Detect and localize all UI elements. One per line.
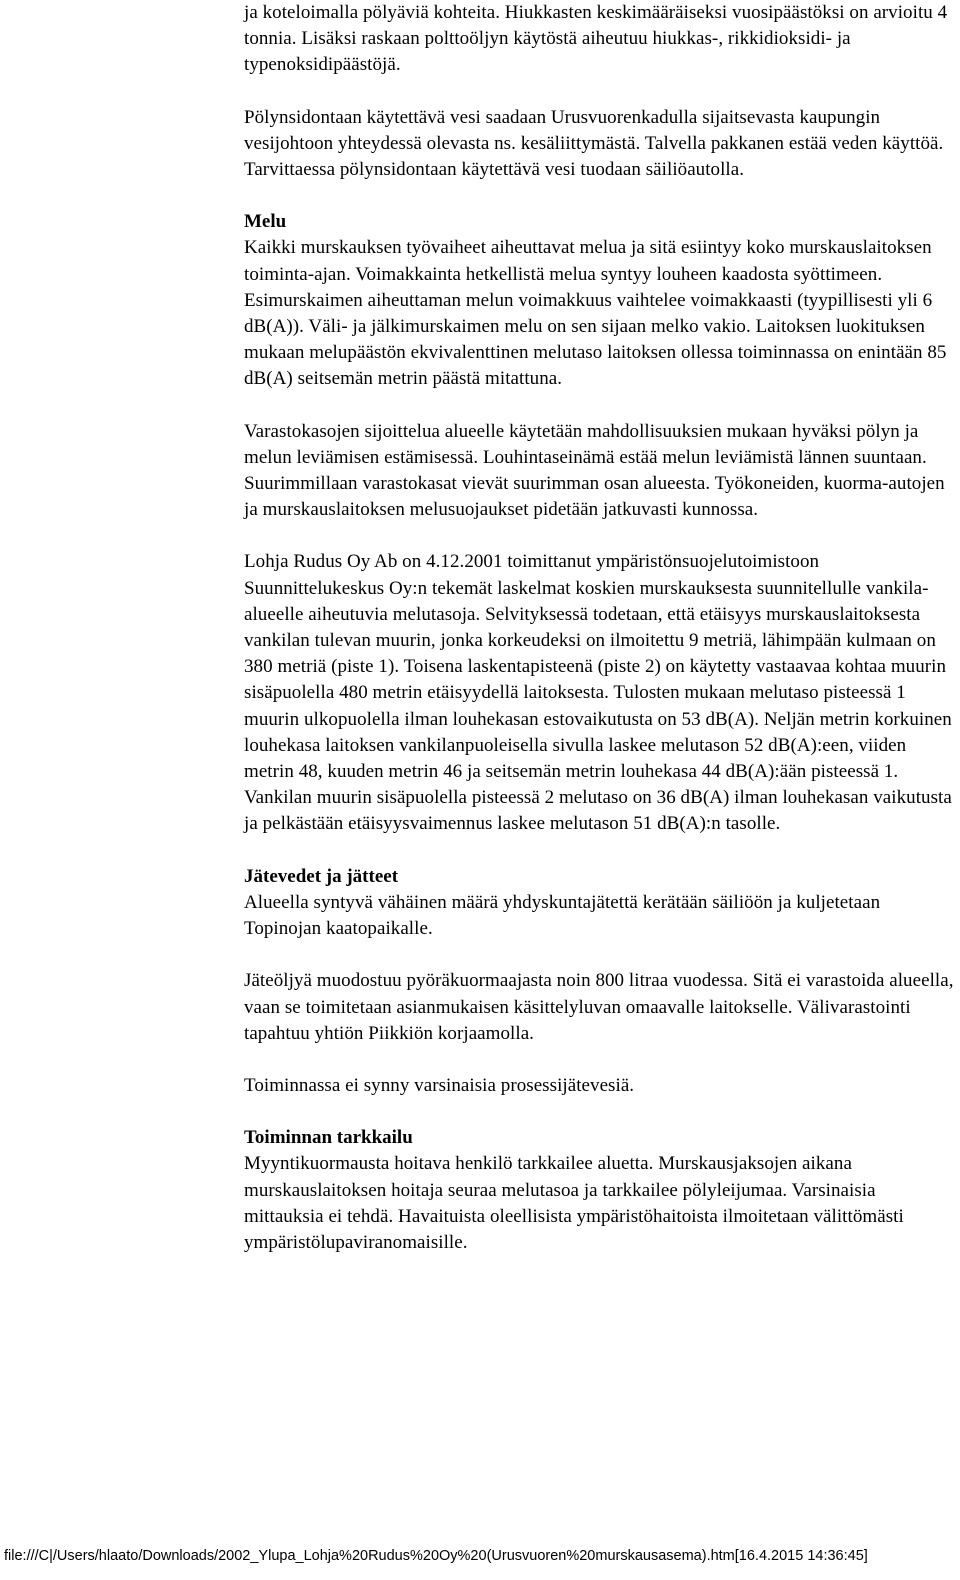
dust-water-paragraph: Pölynsidontaan käytettävä vesi saadaan Urusvuorenkadulla sijaitsevasta kaupungin vesijohtoon yhteydessä olevasta ns. kesäliittymästä. Talvella pakkanen estää veden käyttöä. Tarvittaessa pölynsidontaan käytettävä vesi tuodaan säiliöautolla. [244, 106, 944, 181]
jatevedet-paragraph-2: Jäteöljyä muodostuu pyöräkuormaajasta noin 800 litraa vuodessa. Sitä ei varastoida alueella, vaan se toimitetaan asianmukaisen käsittelyluvan omaavalle laitokselle. Välivarastointi tapahtuu yhtiön Piikkiön korjaamolla. [244, 970, 954, 1044]
page-footer-url: file:///C|/Users/hlaato/Downloads/2002_Ylupa_Lohja%20Rudus%20Oy%20(Urusvuoren%20murskausasema).htm[16.4.2015 14:36:45] [4, 1548, 868, 1564]
melu-paragraph-3: Lohja Rudus Oy Ab on 4.12.2001 toimittanut ympäristönsuojelutoimistoon Suunnittelukeskus Oy:n tekemät laskelmat koskien murskauksesta suunnitellulle vankila-alueelle aiheutuvia melutasoja. Selvityksessä todetaan, että etäisyys murskauslaitoksesta vankilan tulevan muurin, jonka korkeudeksi on ilmoitettu 9 metriä, lähimpään kulmaan on 380 metriä (piste 1). Toisena laskentapisteenä (piste 2) on käytetty vastaavaa kohtaa muurin sisäpuolella 480 metrin etäisyydellä laitoksesta. Tulosten mukaan melutaso pisteessä 1 muurin ulkopuolella ilman louhekasan estovaikutusta on 53 dB(A). Neljän metrin korkuinen louhekasa laitoksen vankilanpuoleisella sivulla laskee melutason 52 dB(A):een, viiden metrin 48, kuuden metrin 46 ja seitsemän metrin louhekasa 44 dB(A):ään pisteessä 1. Vankilan muurin sisäpuolella pisteessä 2 melutaso on 36 dB(A) ilman louhekasan vaikutusta ja pelkästään etäisyysvaimennus laskee melutason 51 dB(A):n tasolle. [244, 551, 952, 835]
jatevedet-paragraph-3: Toiminnassa ei synny varsinaisia prosessijätevesiä. [244, 1074, 635, 1096]
melu-paragraph-1: Kaikki murskauksen työvaiheet aiheuttavat melua ja sitä esiintyy koko murskauslaitoksen toiminta-ajan. Voimakkainta hetkellistä melua syntyy louheen kaadosta syöttimeen. Esimurskaimen aiheuttaman melun voimakkuus vaihtelee voimakkaasti (tyypillisesti yli 6 dB(A)). Väli- ja jälkimurskaimen melu on sen sijaan melko vakio. Laitoksen luokituksen mukaan melupäästön ekvivalenttinen melutaso laitoksen ollessa toiminnassa on enintään 85 dB(A) seitsemän metrin päästä mitattuna. [244, 237, 947, 390]
intro-paragraph: ja koteloimalla pölyäviä kohteita. Hiukkasten keskimääräiseksi vuosipäästöksi on arvioitu 4 tonnia. Lisäksi raskaan polttoöljyn käytöstä aiheutuu hiukkas-, rikkidioksidi- ja typenoksidipäästöjä. [244, 2, 948, 76]
section-heading-jatevedet: Jätevedet ja jätteet [244, 865, 399, 887]
section-heading-melu: Melu [244, 211, 287, 233]
tarkkailu-paragraph-1: Myyntikuormausta hoitava henkilö tarkkailee aluetta. Murskausjaksojen aikana murskauslaitoksen hoitaja seuraa melutasoa ja tarkkailee pölyleijumaa. Varsinaisia mittauksia ei tehdä. Havaituista oleellisista ympäristöhaitoista ilmoitetaan välittömästi ympäristölupaviranomaisille. [244, 1153, 904, 1253]
jatevedet-paragraph-1: Alueella syntyvä vähäinen määrä yhdyskuntajätettä kerätään säiliöön ja kuljetetaan Topinojan kaatopaikalle. [244, 891, 881, 940]
melu-paragraph-2: Varastokasojen sijoittelua alueelle käytetään mahdollisuuksien mukaan hyväksi pölyn ja melun leviämisen estämisessä. Louhintaseinämä estää melun leviämistä lännen suuntaan. Suurimmillaan varastokasat vievät suurimman osan alueesta. Työkoneiden, kuorma-autojen ja murskauslaitoksen melusuojaukset pidetään jatkuvasti kunnossa. [244, 420, 945, 521]
section-heading-tarkkailu: Toiminnan tarkkailu [244, 1127, 413, 1149]
document-body [244, 0, 956, 1256]
